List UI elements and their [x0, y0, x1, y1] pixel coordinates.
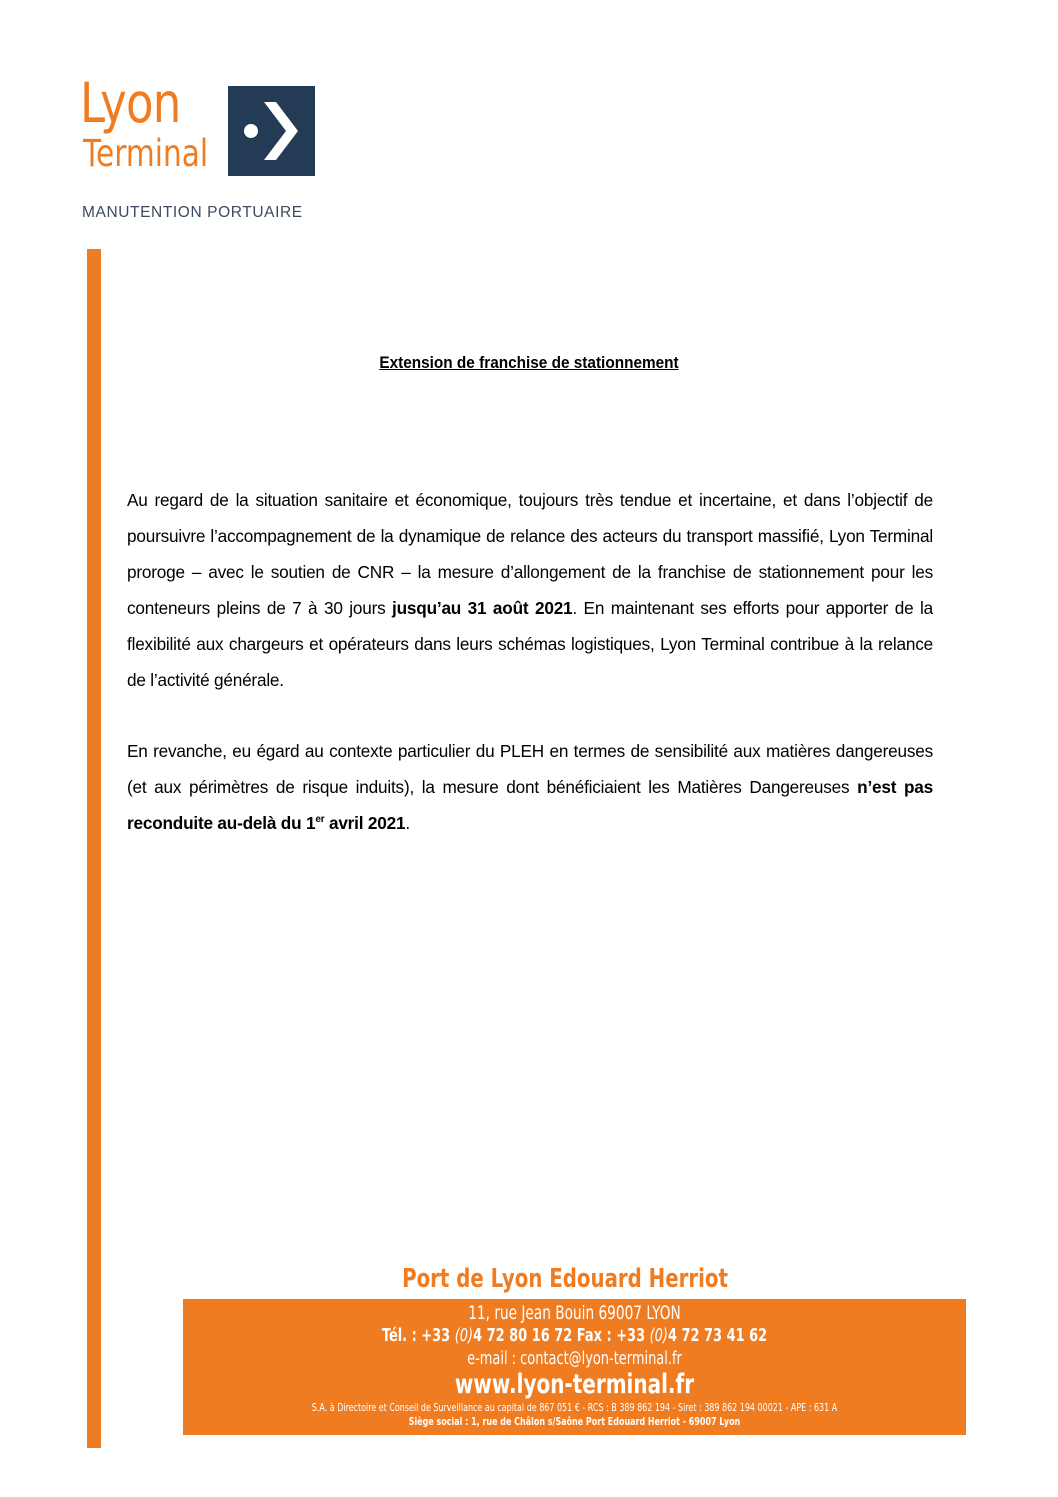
footer-legal-line-1: S.A. à Directoire et Conseil de Surveillance au capital de 867 051 € - RCS : B 389 862 194 - Siret : 389 862 194 00021 - APE : 631 A — [311, 1402, 838, 1414]
paragraph-1-bold-date: jusqu’au 31 août 2021 — [392, 598, 573, 618]
footer-fax-number: 4 72 73 41 62 — [667, 1325, 768, 1346]
paragraph-2-end: . — [405, 813, 410, 833]
paragraph-1 — [127, 482, 933, 698]
document-title: Extension de franchise de stationnement — [379, 354, 679, 372]
paragraph-2-bold-date: avril 2021 — [324, 813, 406, 833]
logo-tagline: MANUTENTION PORTUAIRE — [82, 204, 303, 221]
logo-word-terminal: Terminal — [83, 132, 209, 175]
footer-tel-number: 4 72 80 16 72 Fax : +33 — [473, 1325, 650, 1346]
company-logo — [80, 71, 320, 224]
paragraph-2-bold: n’est pas reconduite au-delà du 1 — [127, 777, 933, 833]
footer-tel-label: Tél. : +33 — [381, 1325, 455, 1346]
logo-word-lyon: Lyon — [80, 71, 181, 135]
footer-tel-paren: (0) — [454, 1325, 474, 1346]
footer-address: 11, rue Jean Bouin 69007 LYON — [468, 1302, 681, 1324]
footer-contact-box — [183, 1299, 966, 1435]
footer-phone-fax — [293, 1325, 857, 1346]
footer-website: www.lyon-terminal.fr — [454, 1369, 695, 1400]
paragraph-2-superscript: er — [315, 814, 325, 825]
footer-title: Port de Lyon Edouard Herriot — [402, 1264, 728, 1294]
paragraph-2-text-a: En revanche, eu égard au contexte particulier du PLEH en termes de sensibilité aux matières dangereuses (et aux périmètres de risque induits), la mesure dont bénéficiaient les Matières Dangereuses — [127, 741, 933, 797]
arrow-chevron-logo-icon — [228, 86, 315, 176]
footer-fax-paren: (0) — [649, 1325, 668, 1346]
paragraph-1-text-b: . En maintenant ses efforts pour apporter de la flexibilité aux chargeurs et opérateurs dans leurs schémas logistiques, Lyon Terminal contribue à la relance de l’activité générale. — [127, 598, 934, 690]
side-accent-bar — [87, 249, 101, 1448]
paragraph-2 — [127, 733, 933, 841]
footer-legal-line-2: Siège social : 1, rue de Châlon s/Saône Port Edouard Herriot - 69007 Lyon — [408, 1416, 741, 1428]
paragraph-1-text-a: Au regard de la situation sanitaire et économique, toujours très tendue et incertaine, et dans l’objectif de poursuivre l’accompagnement de la dynamique de relance des acteurs du transport massifié, Lyon Terminal proroge – avec le soutien de CNR – la mesure d’allongement de la franchise de stationnement pour les conteneurs pleins de 7 à 30 jours — [127, 490, 933, 618]
footer-email: e-mail : contact@lyon-terminal.fr — [467, 1348, 682, 1369]
